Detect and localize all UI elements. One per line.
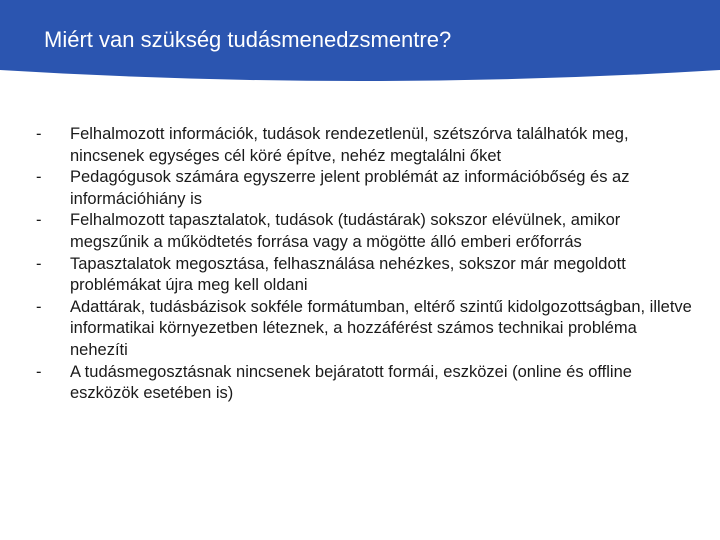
bullet-text: Felhalmozott tapasztalatok, tudások (tudástárak) sokszor elévülnek, amikor megszűnik a működtetés forrása vagy a mögötte álló emberi erőforrás [70,211,621,251]
bullet-item [36,254,696,297]
bullet-text: A tudásmegosztásnak nincsenek bejáratott formái, eszközei (online és offline eszközök esetében is) [70,362,632,403]
bullet-text: Pedagógusok számára egyszerre jelent problémát az információbőség és az információhiány is [70,168,630,208]
bullet-marker: - [36,254,42,273]
bullet-marker: - [36,168,42,187]
title-banner [0,0,720,84]
slide-title: Miért van szükség tudásmenedzsmentre? [44,27,452,52]
bullet-list [36,124,696,405]
bullet-item [36,167,696,210]
bullet-marker: - [36,297,42,316]
bullet-marker: - [36,125,42,143]
bullet-item [36,210,696,253]
bullet-item [36,124,696,167]
bullet-item [36,362,696,405]
bullet-text: Adattárak, tudásbázisok sokféle formátumban, eltérő szintű kidolgozottságban, illetve informatikai környezetben léteznek, a hozzáférést számos technikai probléma nehezíti [70,297,692,359]
bullet-marker: - [36,362,42,381]
bullet-item [36,297,696,362]
bullet-text: Tapasztalatok megosztása, felhasználása nehézkes, sokszor már megoldott problémákat újra meg kell oldani [70,254,626,295]
bullet-text: Felhalmozott információk, tudások rendezetlenül, szétszórva találhatók meg, nincsenek egységes cél köré építve, nehéz megtalálni őket [70,125,629,165]
bullet-marker: - [36,211,42,230]
